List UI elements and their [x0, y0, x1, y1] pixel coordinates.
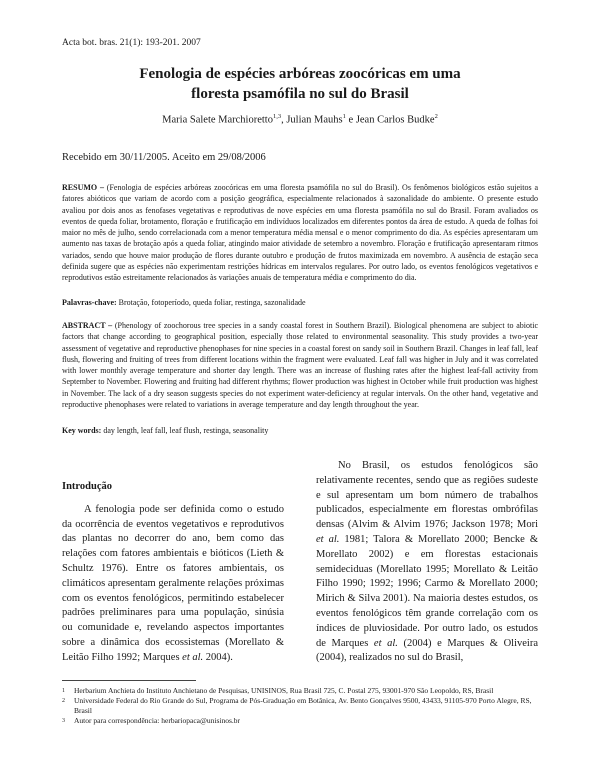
author-separator: e [345, 114, 356, 126]
journal-reference: Acta bot. bras. 21(1): 193-201. 2007 [62, 38, 201, 48]
column-right [316, 459, 538, 666]
intro-p1-text: A fenologia pode ser definida como o estudo da ocorrência de eventos vegetativos e reprodutivos das plantas no decorrer do ano, bem como das relações com fatores ambientais e bióticos (Lieth & Schultz 1976). Entre os fatores ambientais, os climáticos apresentam geralmente relações próximas com os eventos fenológicos, permitindo estabelecer padrões preliminares para uma população, sinúsia ou comunidade e, revelando aspectos importantes sobre a dinâmica dos ecossistemas (Morellato & Leitão Filho 1992; Marques [62, 503, 284, 663]
resumo-text: (Fenologia de espécies arbóreas zoocóricas em uma floresta psamófila no sul do Brasil). Os fenômenos biológicos estão sujeitos a fatores abióticos que variam de acordo com a posição geográfica, especialmente relacionados à sazonalidade do ambiente. O presente estudo avaliou por dois anos as fenofases vegetativas e reprodutivas de nove espécies em uma floresta psamófila no sul do Brasil. Foram avaliados os eventos de queda foliar, brotamento, floração e frutificação em indivíduos localizados em diferentes pontos da área de estudo. A queda de folhas foi maior no mês de julho, sendo correlacionada com a menor temperatura média mensal e o menor comprimento do dia. As espécies apresentaram um aumento nas taxas de brotação após a queda foliar, atingindo maior atividade de setembro a novembro. Floração e frutificação apresentaram ritmos variados, sendo que houve maior produção de flores durante outubro e produção de frutos maximizada em novembro. A ausência de estação seca definida sugere que as espécies não experimentam restrições hídricas em intervalos regulares. Por outro lado, os eventos fenológicos vegetativos e reprodutivos estão estreitamente relacionados às variações anuais de temperatura média e comprimento do dia. [62, 183, 538, 283]
article-title [62, 64, 538, 104]
keywords-pt [62, 297, 538, 308]
intro-p1-etal: et al. [182, 651, 204, 663]
title-line-1: Fenologia de espécies arbóreas zoocóricas em uma [139, 66, 461, 82]
footnote-item [62, 696, 550, 716]
author-1: Maria Salete Marchioretto [162, 114, 273, 126]
intro-p2-text-c: (2004) e Marques & Oliveira (2004), realizados no sul do Brasil, [316, 637, 538, 664]
intro-p2-text-a: No Brasil, os estudos fenológicos são relativamente recentes, sendo que as regiões sudeste e sul apresentam um bom número de trabalhos publicados, especialmente em florestas ombrófilas densas (Alvim & Alvim 1976; Jackson 1978; Mori [316, 460, 538, 531]
keywords-pt-label: Palavras-chave: [62, 298, 117, 307]
intro-p2-etal-2: et al. [373, 637, 398, 649]
footnotes [62, 686, 550, 726]
author-3: Jean Carlos Budke [355, 114, 435, 126]
footnote-divider [62, 680, 196, 681]
intro-p2-etal-1: et al. [316, 533, 340, 545]
intro-paragraph-2 [316, 459, 538, 666]
column-left [62, 480, 284, 666]
footnote-text: Herbarium Anchieta do Instituto Anchietano de Pesquisas, UNISINOS, Rua Brasil 725, C. Postal 275, 93001-970 São Leopoldo, RS, Brasil [74, 686, 494, 695]
received-accepted-dates: Recebido em 30/11/2005. Aceito em 29/08/2006 [62, 152, 266, 163]
author-separator: , [281, 114, 287, 126]
author-2-affil: 1 [342, 113, 346, 120]
author-3-affil: 2 [434, 113, 438, 120]
title-line-2: floresta psamófila no sul do Brasil [191, 86, 409, 102]
abstract-label: ABSTRACT – [62, 321, 113, 330]
footnote-item [62, 716, 550, 726]
footnote-number: 2 [62, 698, 65, 704]
keywords-en-label: Key words: [62, 426, 102, 435]
footnote-text: Universidade Federal do Rio Grande do Sul, Programa de Pós-Graduação em Botânica, Av. Bento Gonçalves 9500, 43433, 91105-970 Porto Alegre, RS, Brasil [74, 696, 532, 715]
keywords-pt-text: Brotação, fotoperíodo, queda foliar, restinga, sazonalidade [116, 298, 306, 307]
author-2: Julian Mauhs [286, 114, 343, 126]
footnote-item [62, 686, 550, 696]
intro-p2-text-b: 1981; Talora & Morellato 2000; Bencke & Morellato 2002) e em florestas estacionais semideciduas (Morellato 1995; Morellato & Leitão Filho 1990; 1992; 1996; Carmo & Morellato 2000; Mirich & Silva 2001). Na maioria destes estudos, os eventos fenológicos têm grande correlação com os índices de pluviosidade. Por outro lado, os estudos de Marques [316, 533, 538, 649]
abstract-text: (Phenology of zoochorous tree species in a sandy coastal forest in Southern Brazil). Biological phenomena are subject to abiotic factors that change according to geographical position, especially those related to environmental seasonality. This study provides a two-year assessment of vegetative and reproductive phenophases for nine species in a coastal forest on sandy soil in Southern Brazil. Changes in leaf fall, leaf flush, flowering and fruiting of trees from different locations within the fragment were evaluated. Leaf fall was higher in July and it was correlated with lower monthly average temperature and shorter day length. There was an increase of flushing rates after the highest leaf-fall activity from September to November. Flowering and fruiting had different rhythms; flower production was highest in October while fruit production was highest in November. The lack of a dry season suggests species do not experiment water-deficiency at regular intervals. On the other hand, vegetative and reproductive phenophases were related to variations in average temperature and day length throughout the year. [62, 321, 539, 410]
intro-paragraph-1 [62, 503, 284, 666]
keywords-en [62, 425, 538, 436]
intro-p1-end: 2004). [203, 651, 233, 663]
keywords-en-text: day length, leaf fall, leaf flush, restinga, seasonality [101, 426, 269, 435]
footnote-number: 1 [62, 688, 65, 694]
abstract-paragraph [62, 320, 538, 410]
footnote-text: Autor para correspondência: herbariopaca@unisinos.br [74, 716, 241, 725]
resumo-paragraph [62, 182, 538, 284]
author-list [62, 113, 538, 126]
section-heading-introducao: Introdução [62, 481, 112, 492]
author-1-affil: 1,3 [272, 113, 282, 120]
footnote-number: 3 [62, 718, 65, 724]
resumo-label: RESUMO – [62, 183, 104, 192]
